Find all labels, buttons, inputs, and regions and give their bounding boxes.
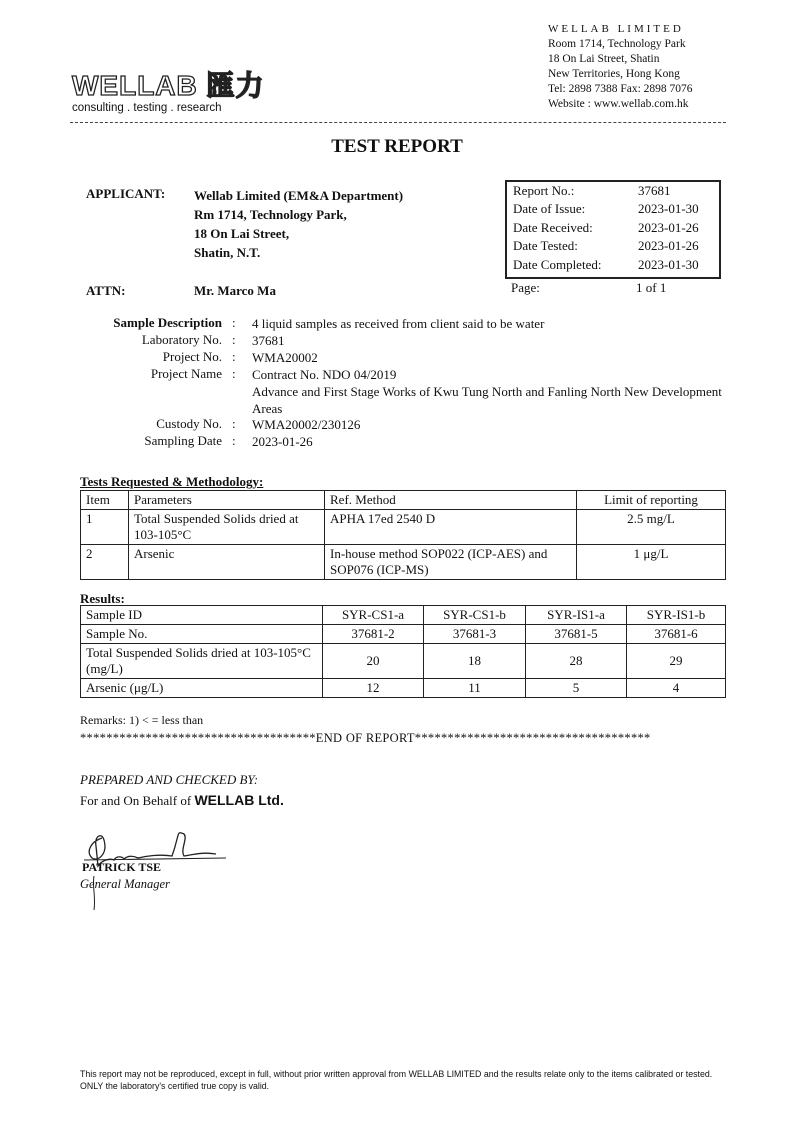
company-address-block [548,22,693,112]
applicant-line: Wellab Limited (EM&A Department) [194,188,404,203]
field-colon: : [232,349,236,364]
report-info-label: Date Received: [513,220,593,235]
sample-id-cell: SYR-IS1-b [627,606,726,625]
report-info-label: Date Tested: [513,238,578,253]
tss-value: 28 [526,644,627,679]
applicant-label: APPLICANT: [86,186,166,201]
column-header: Item [81,491,129,510]
sample-no-row [81,625,726,644]
table-header-row [81,491,726,510]
tss-value: 29 [627,644,726,679]
applicant-line: Shatin, N.T. [194,245,261,260]
company-logo [72,64,265,114]
tests-heading: Tests Requested & Methodology: [80,474,264,489]
field-colon: : [232,416,236,431]
sample-no-cell: 37681-5 [526,625,627,644]
end-of-report-line: ************************************END OF REPORT************************************ [80,731,651,745]
address-line: Tel: 2898 7388 Fax: 2898 7076 [548,83,693,95]
report-title: TEST REPORT [331,136,463,157]
applicant-line: 18 On Lai Street, [194,226,290,241]
prepared-by-label: PREPARED AND CHECKED BY: [80,772,259,787]
on-behalf-prefix: For and On Behalf of [80,793,195,808]
results-table [80,605,726,698]
report-info-value: 37681 [638,183,671,198]
sample-id-cell: SYR-CS1-b [424,606,526,625]
field-label: Laboratory No. [141,332,222,347]
report-info-label: Date Completed: [513,257,602,272]
field-value: WMA20002 [252,350,318,365]
arsenic-row [81,679,726,698]
field-label: Sampling Date [144,433,222,448]
parameter-cell: Arsenic [129,545,325,580]
field-label: Project Name [150,366,222,381]
column-header: Limit of reporting [577,491,726,510]
arsenic-value: 5 [526,679,627,698]
header-divider [70,122,726,123]
company-name: WELLAB LIMITED [548,23,684,35]
column-header: Ref. Method [325,491,577,510]
column-header: Parameters [129,491,325,510]
tests-table [80,490,726,580]
row-label: Sample ID [81,606,323,625]
item-cell: 2 [81,545,129,580]
field-value: 2023-01-26 [252,434,313,449]
row-label: Arsenic (μg/L) [81,679,323,698]
applicant-address [194,186,403,262]
row-label: Sample No. [81,625,323,644]
logo-wordmark: WELLAB 匯力 [72,70,265,101]
signatory-name: PATRICK TSE [82,860,162,874]
field-label: Sample Description [113,315,222,330]
field-value: 37681 [252,333,285,348]
address-line: Website : www.wellab.com.hk [548,98,689,110]
tss-value: 18 [424,644,526,679]
method-cell: APHA 17ed 2540 D [325,510,577,545]
page-count [511,280,717,296]
page-label: Page: [511,280,540,295]
attn-value: Mr. Marco Ma [194,283,276,298]
on-behalf-line [80,792,284,809]
sample-no-cell: 37681-3 [424,625,526,644]
sample-id-row [81,606,726,625]
signatory-title: General Manager [80,877,170,891]
remarks: Remarks: 1) < = less than [80,713,204,727]
on-behalf-company: WELLAB Ltd. [194,792,284,808]
address-line: 18 On Lai Street, Shatin [548,53,660,65]
method-cell: In-house method SOP022 (ICP-AES) and SOP076 (ICP-MS) [325,545,577,580]
sample-id-cell: SYR-IS1-a [526,606,627,625]
project-description: Advance and First Stage Works of Kwu Tung North and Fanling North New Development Areas [252,384,722,416]
field-colon: : [232,366,236,381]
report-info-value: 2023-01-30 [638,201,699,216]
field-value: WMA20002/230126 [252,417,361,432]
field-value: 4 liquid samples as received from client said to be water [252,316,545,331]
arsenic-value: 4 [627,679,726,698]
address-line: Room 1714, Technology Park [548,38,686,50]
field-colon: : [232,315,236,330]
arsenic-value: 12 [323,679,424,698]
report-info-value: 2023-01-30 [638,257,699,272]
sample-no-cell: 37681-2 [323,625,424,644]
field-label: Custody No. [156,416,222,431]
arsenic-value: 11 [424,679,526,698]
report-info-label: Report No.: [513,183,575,198]
parameter-cell: Total Suspended Solids dried at 103-105°C [129,510,325,545]
tss-row [81,644,726,679]
field-label: Project No. [162,349,222,364]
report-info-label: Date of Issue: [513,201,586,216]
table-row [81,510,726,545]
field-colon: : [232,433,236,448]
field-value [252,366,732,417]
address-line: New Territories, Hong Kong [548,68,680,80]
report-info-value: 2023-01-26 [638,238,699,253]
item-cell: 1 [81,510,129,545]
report-info-value: 2023-01-26 [638,220,699,235]
limit-cell: 2.5 mg/L [577,510,726,545]
report-info-box [505,180,721,279]
sample-no-cell: 37681-6 [627,625,726,644]
footer-disclaimer: This report may not be reproduced, except in full, without prior written approval from WELLAB LIMITED and the results relate only to the items calibrated or tested. ONLY the laboratory's certified true copy is valid. [80,1069,713,1091]
field-colon: : [232,332,236,347]
tss-value: 20 [323,644,424,679]
limit-cell: 1 μg/L [577,545,726,580]
sample-id-cell: SYR-CS1-a [323,606,424,625]
project-contract: Contract No. NDO 04/2019 [252,367,397,382]
table-row [81,545,726,580]
results-heading: Results: [80,591,125,606]
attn-label: ATTN: [86,283,126,298]
logo-tagline: consulting . testing . research [72,102,222,114]
page-value: 1 of 1 [636,280,667,295]
row-label: Total Suspended Solids dried at 103-105°C (mg/L) [81,644,323,679]
applicant-line: Rm 1714, Technology Park, [194,207,347,222]
